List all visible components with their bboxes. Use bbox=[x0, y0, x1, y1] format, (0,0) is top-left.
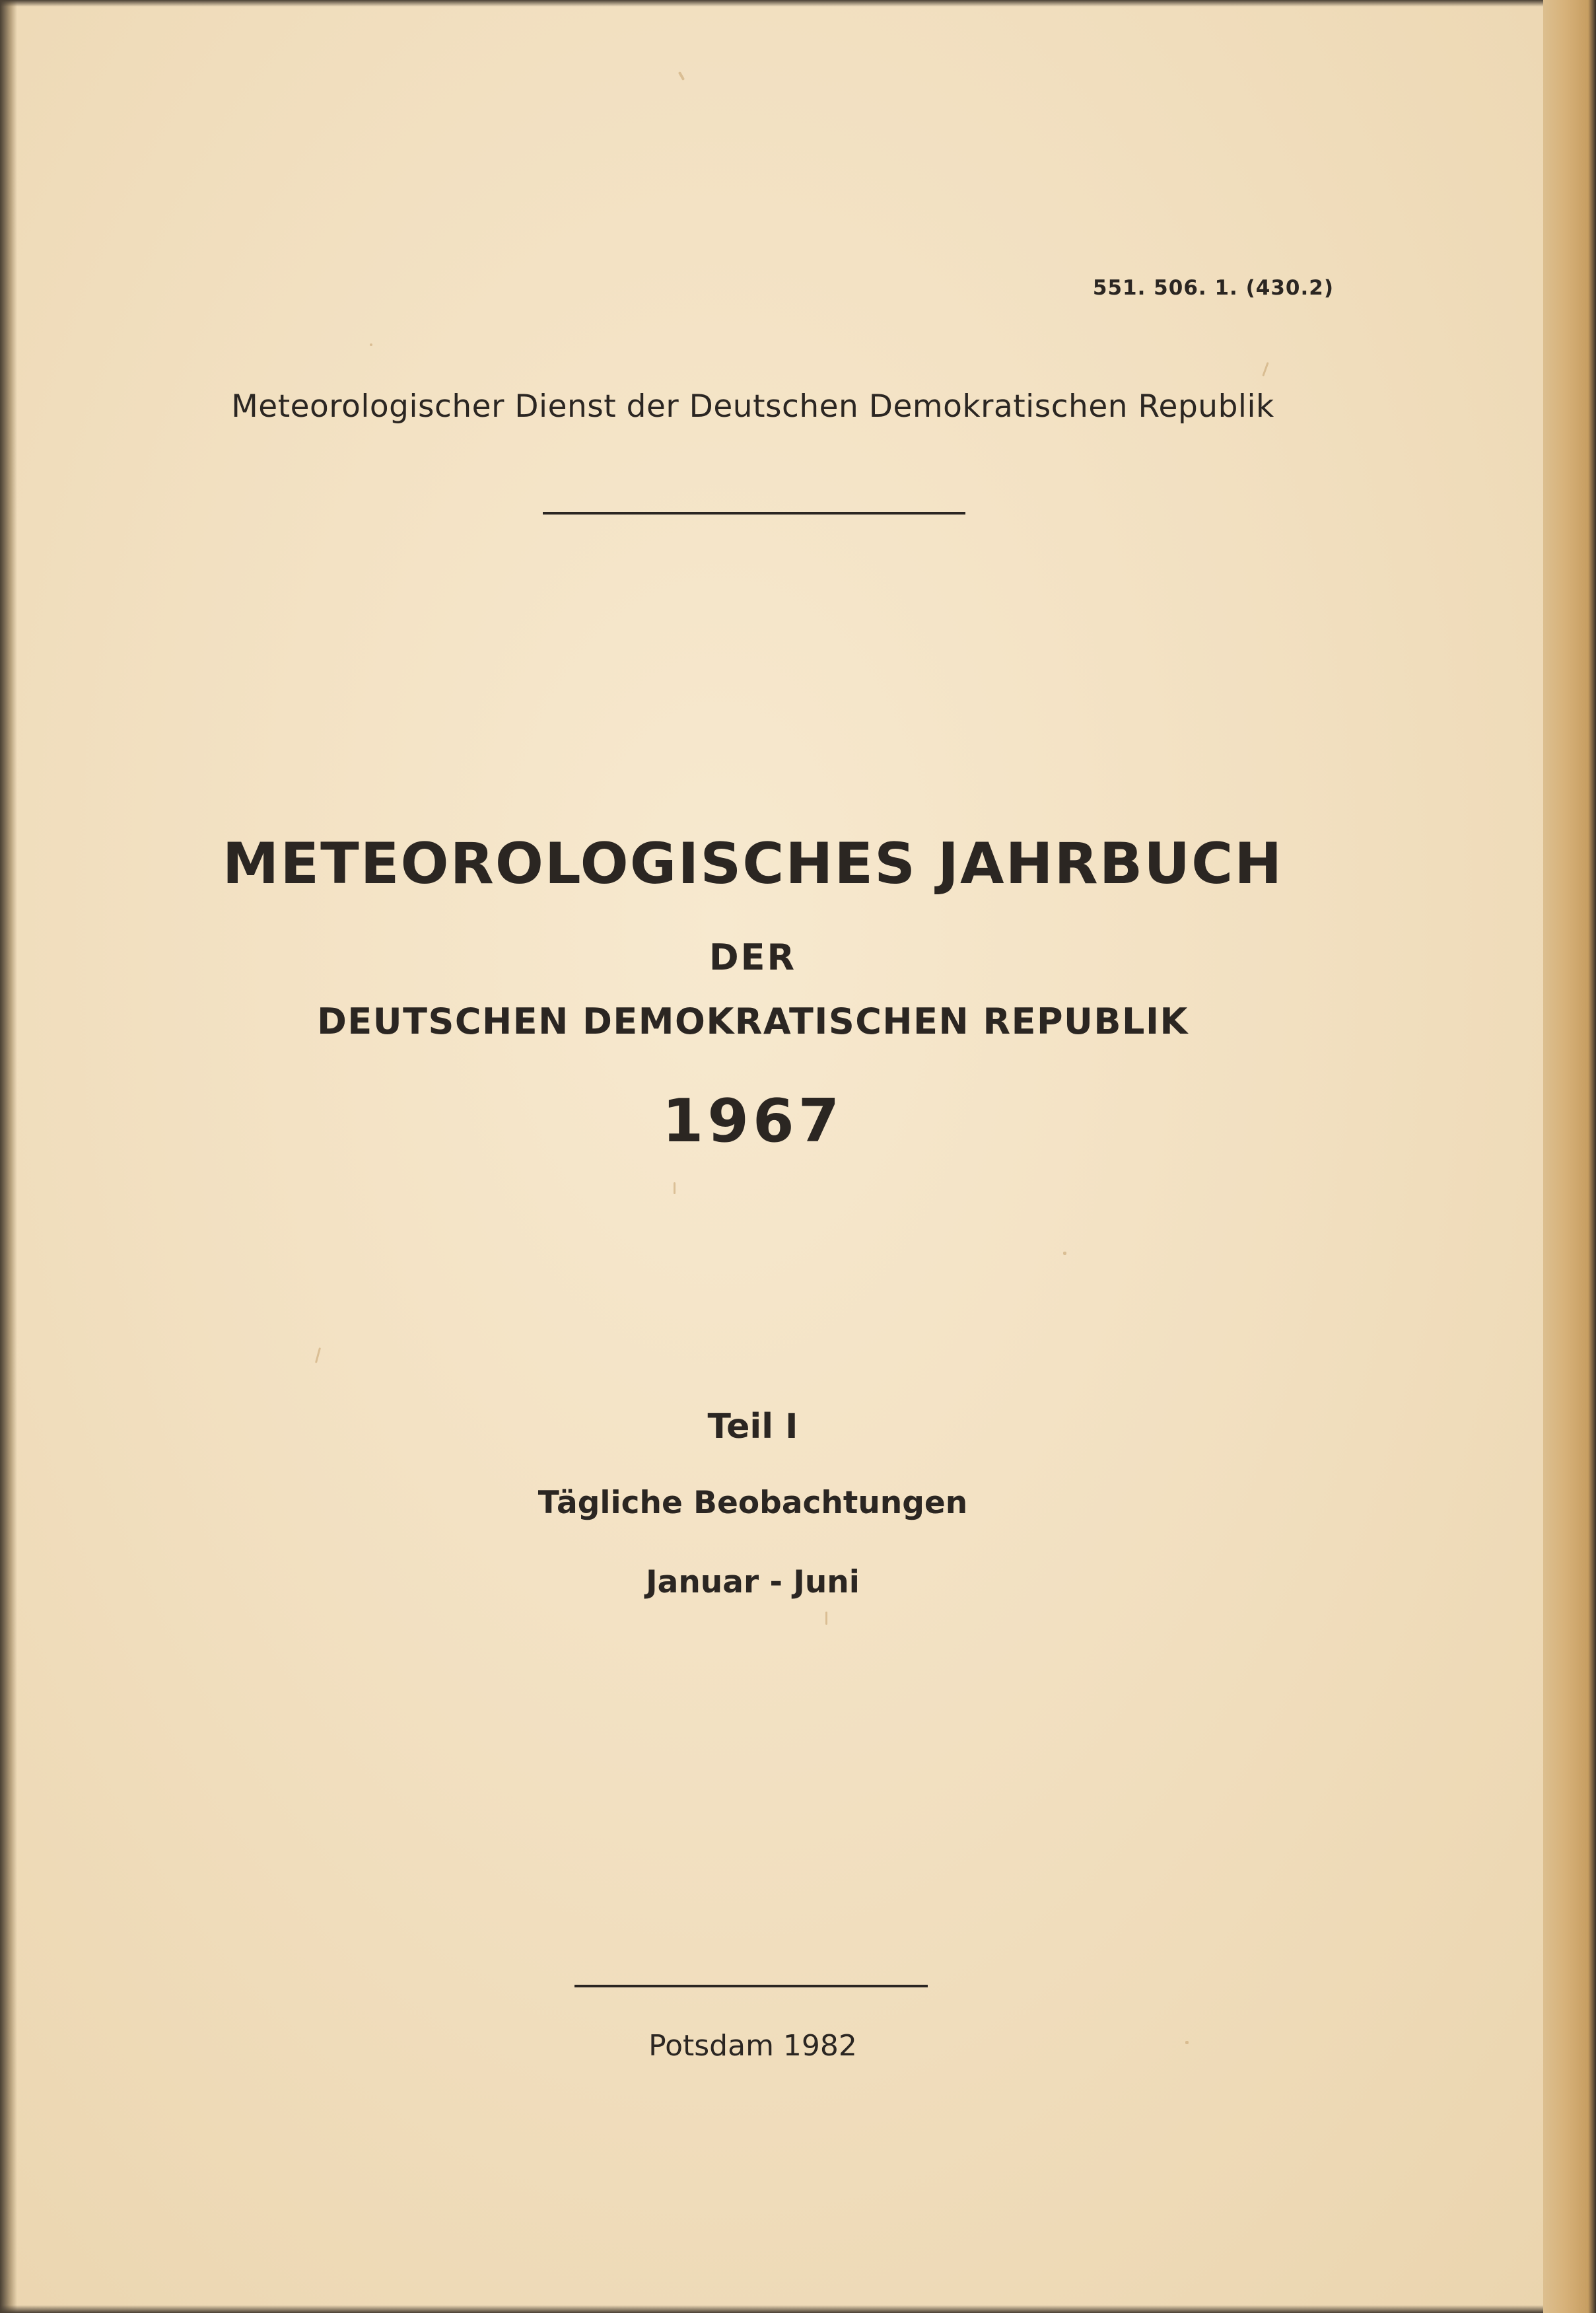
page-spine-edge bbox=[1543, 0, 1596, 2313]
paper-fleck bbox=[1262, 362, 1268, 376]
publisher-name: Meteorologischer Dienst der Deutschen Demokratischen Republik bbox=[231, 388, 1274, 425]
paper-fleck bbox=[1063, 1252, 1066, 1255]
part-description: Tägliche Beobachtungen bbox=[538, 1485, 968, 1521]
part-period: Januar - Juni bbox=[646, 1564, 860, 1600]
page-bottom-edge bbox=[0, 2305, 1596, 2313]
paper-fleck bbox=[370, 343, 372, 346]
paper-fleck bbox=[315, 1347, 321, 1363]
page-left-edge bbox=[0, 0, 17, 2313]
title-connector: DER bbox=[709, 937, 797, 978]
title-year: 1967 bbox=[662, 1086, 844, 1156]
title-main: METEOROLOGISCHES JAHRBUCH bbox=[222, 831, 1284, 897]
top-divider-rule bbox=[543, 512, 965, 515]
imprint-place-year: Potsdam 1982 bbox=[648, 2029, 857, 2063]
bottom-divider-rule bbox=[574, 1985, 928, 1987]
paper-fleck bbox=[825, 1612, 827, 1625]
title-country: DEUTSCHEN DEMOKRATISCHEN REPUBLIK bbox=[317, 1001, 1189, 1042]
paper-fleck bbox=[678, 71, 685, 81]
part-label: Teil I bbox=[707, 1407, 798, 1446]
paper-fleck bbox=[674, 1182, 676, 1194]
page-top-edge bbox=[0, 0, 1596, 7]
classification-number: 551. 506. 1. (430.2) bbox=[1092, 276, 1334, 300]
